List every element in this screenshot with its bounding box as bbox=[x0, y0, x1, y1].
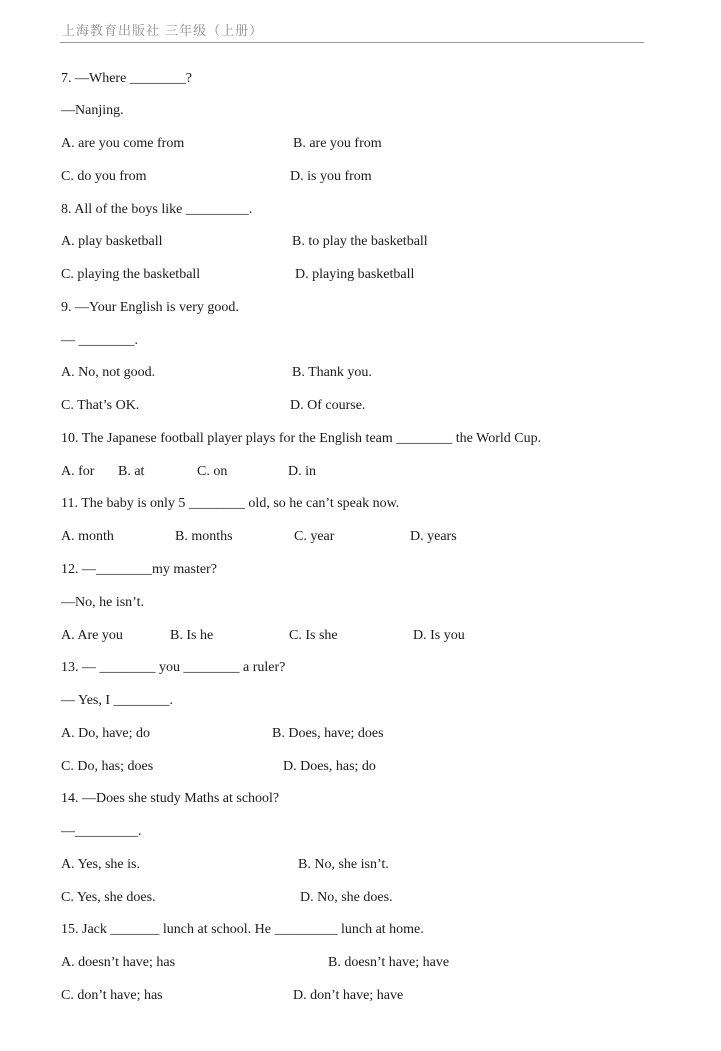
question-13-option-b: B. Does, have; does bbox=[272, 726, 384, 741]
question-15-option-d: D. don’t have; have bbox=[293, 988, 404, 1003]
question-11-option-c: C. year bbox=[294, 529, 335, 544]
question-13-option-c: C. Do, has; does bbox=[61, 759, 154, 774]
question-15-option-a: A. doesn’t have; has bbox=[61, 955, 176, 970]
question-7-option-a: A. are you come from bbox=[61, 136, 185, 151]
question-10-option-a: A. for bbox=[61, 464, 95, 479]
question-9-option-c: C. That’s OK. bbox=[61, 398, 140, 413]
question-9-option-b: B. Thank you. bbox=[292, 365, 372, 380]
question-11-option-a: A. month bbox=[61, 529, 114, 544]
question-10-option-d: D. in bbox=[288, 464, 316, 479]
question-8-option-a: A. play basketball bbox=[61, 234, 163, 249]
question-10-option-b: B. at bbox=[118, 464, 145, 479]
question-14-option-c: C. Yes, she does. bbox=[61, 890, 156, 905]
question-9-option-a: A. No, not good. bbox=[61, 365, 156, 380]
question-12-option-a: A. Are you bbox=[61, 628, 123, 643]
question-13-option-d: D. Does, has; do bbox=[283, 759, 376, 774]
question-8-option-c: C. playing the basketball bbox=[61, 267, 201, 282]
question-11-option-b: B. months bbox=[175, 529, 233, 544]
question-7-reply: —Nanjing. bbox=[61, 103, 124, 118]
question-13-option-a: A. Do, have; do bbox=[61, 726, 151, 741]
question-13-reply: — Yes, I ________. bbox=[61, 693, 174, 708]
question-12-option-d: D. Is you bbox=[413, 628, 465, 643]
question-8-option-b: B. to play the basketball bbox=[292, 234, 428, 249]
question-9-option-d: D. Of course. bbox=[290, 398, 366, 413]
question-8-stem: 8. All of the boys like _________. bbox=[61, 202, 253, 217]
header-text: 上海教育出版社 三年级（上册） bbox=[62, 24, 264, 39]
question-15-stem: 15. Jack _______ lunch at school. He _________ lunch at home. bbox=[61, 922, 424, 937]
question-12-stem: 12. —________my master? bbox=[61, 562, 217, 577]
question-11-option-d: D. years bbox=[410, 529, 457, 544]
question-9-stem: 9. —Your English is very good. bbox=[61, 300, 239, 315]
question-14-option-d: D. No, she does. bbox=[300, 890, 393, 905]
question-7-option-d: D. is you from bbox=[290, 169, 372, 184]
question-14-option-b: B. No, she isn’t. bbox=[298, 857, 389, 872]
page-header bbox=[60, 18, 644, 43]
question-7-option-b: B. are you from bbox=[293, 136, 382, 151]
question-8-option-d: D. playing basketball bbox=[295, 267, 415, 282]
question-15-option-b: B. doesn’t have; have bbox=[328, 955, 450, 970]
question-14-option-a: A. Yes, she is. bbox=[61, 857, 140, 872]
question-9-reply: — ________. bbox=[61, 333, 138, 348]
question-12-option-c: C. Is she bbox=[289, 628, 338, 643]
question-11-stem: 11. The baby is only 5 ________ old, so he can’t speak now. bbox=[61, 496, 400, 511]
question-15-option-c: C. don’t have; has bbox=[61, 988, 163, 1003]
question-7-option-c: C. do you from bbox=[61, 169, 147, 184]
question-12-reply: —No, he isn’t. bbox=[61, 595, 144, 610]
question-12-option-b: B. Is he bbox=[170, 628, 214, 643]
question-7-stem: 7. —Where ________? bbox=[61, 71, 193, 86]
question-14-stem: 14. —Does she study Maths at school? bbox=[61, 791, 280, 806]
question-10-stem: 10. The Japanese football player plays for the English team ________ the World Cup. bbox=[61, 431, 542, 446]
question-10-option-c: C. on bbox=[197, 464, 228, 479]
question-13-stem: 13. — ________ you ________ a ruler? bbox=[61, 660, 286, 675]
question-14-reply: —_________. bbox=[61, 824, 142, 839]
